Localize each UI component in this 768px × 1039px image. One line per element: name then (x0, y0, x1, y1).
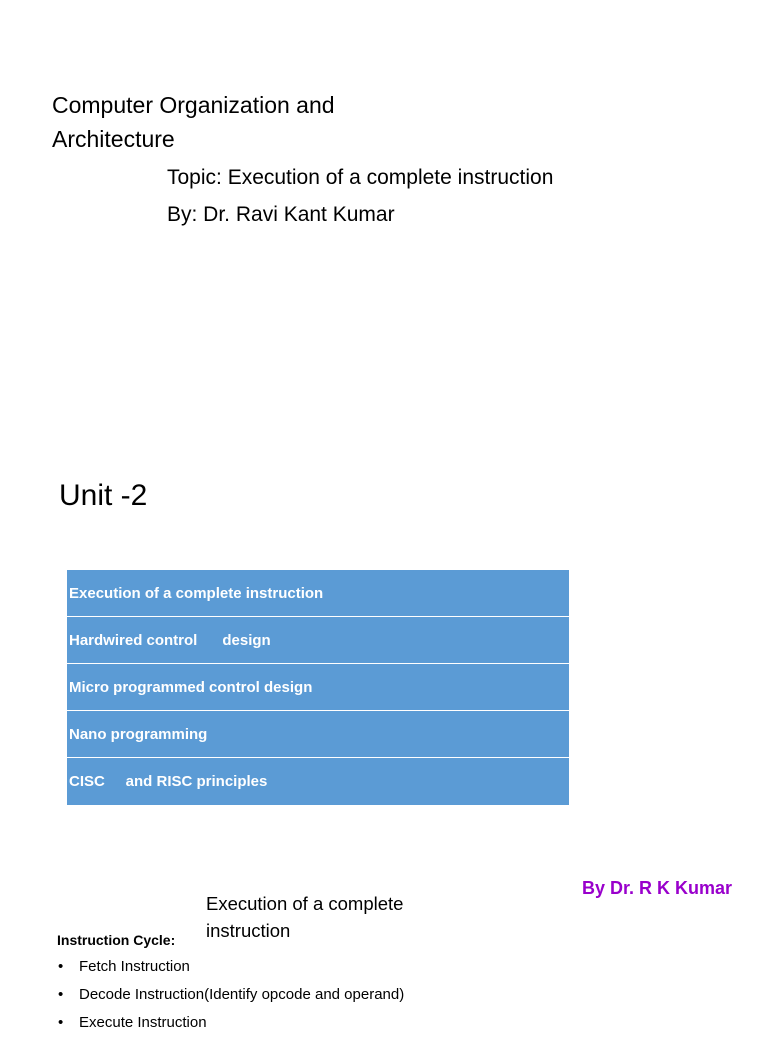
list-item-label: Fetch Instruction (79, 958, 190, 975)
bullet-icon: • (58, 1014, 64, 1031)
unit-topic-row: Execution of a complete instruction (67, 570, 569, 617)
course-title: Computer Organization and Architecture (52, 92, 335, 152)
list-item (58, 983, 404, 1011)
author-line: By: Dr. Ravi Kant Kumar (167, 203, 395, 226)
instruction-cycle-heading: Instruction Cycle: (57, 932, 176, 948)
topic-line: Topic: Execution of a complete instruction (167, 166, 554, 189)
unit-topic-row: Hardwired control design (67, 617, 569, 664)
list-item (58, 1011, 404, 1039)
unit-topic-row: CISC and RISC principles (67, 758, 569, 805)
list-item-label: Execute Instruction (79, 1014, 207, 1031)
instruction-cycle-list (58, 955, 404, 1039)
author-credit: By Dr. R K Kumar (582, 878, 733, 898)
bullet-icon: • (58, 958, 64, 975)
slide-title: Execution of a complete instruction (206, 893, 404, 941)
unit-topics-table (67, 570, 569, 805)
unit-topic-row: Micro programmed control design (67, 664, 569, 711)
bullet-icon: • (58, 986, 64, 1003)
unit-topic-row: Nano programming (67, 711, 569, 758)
list-item (58, 955, 404, 983)
unit-title: Unit -2 (59, 479, 148, 512)
list-item-label: Decode Instruction(Identify opcode and operand) (79, 986, 405, 1003)
